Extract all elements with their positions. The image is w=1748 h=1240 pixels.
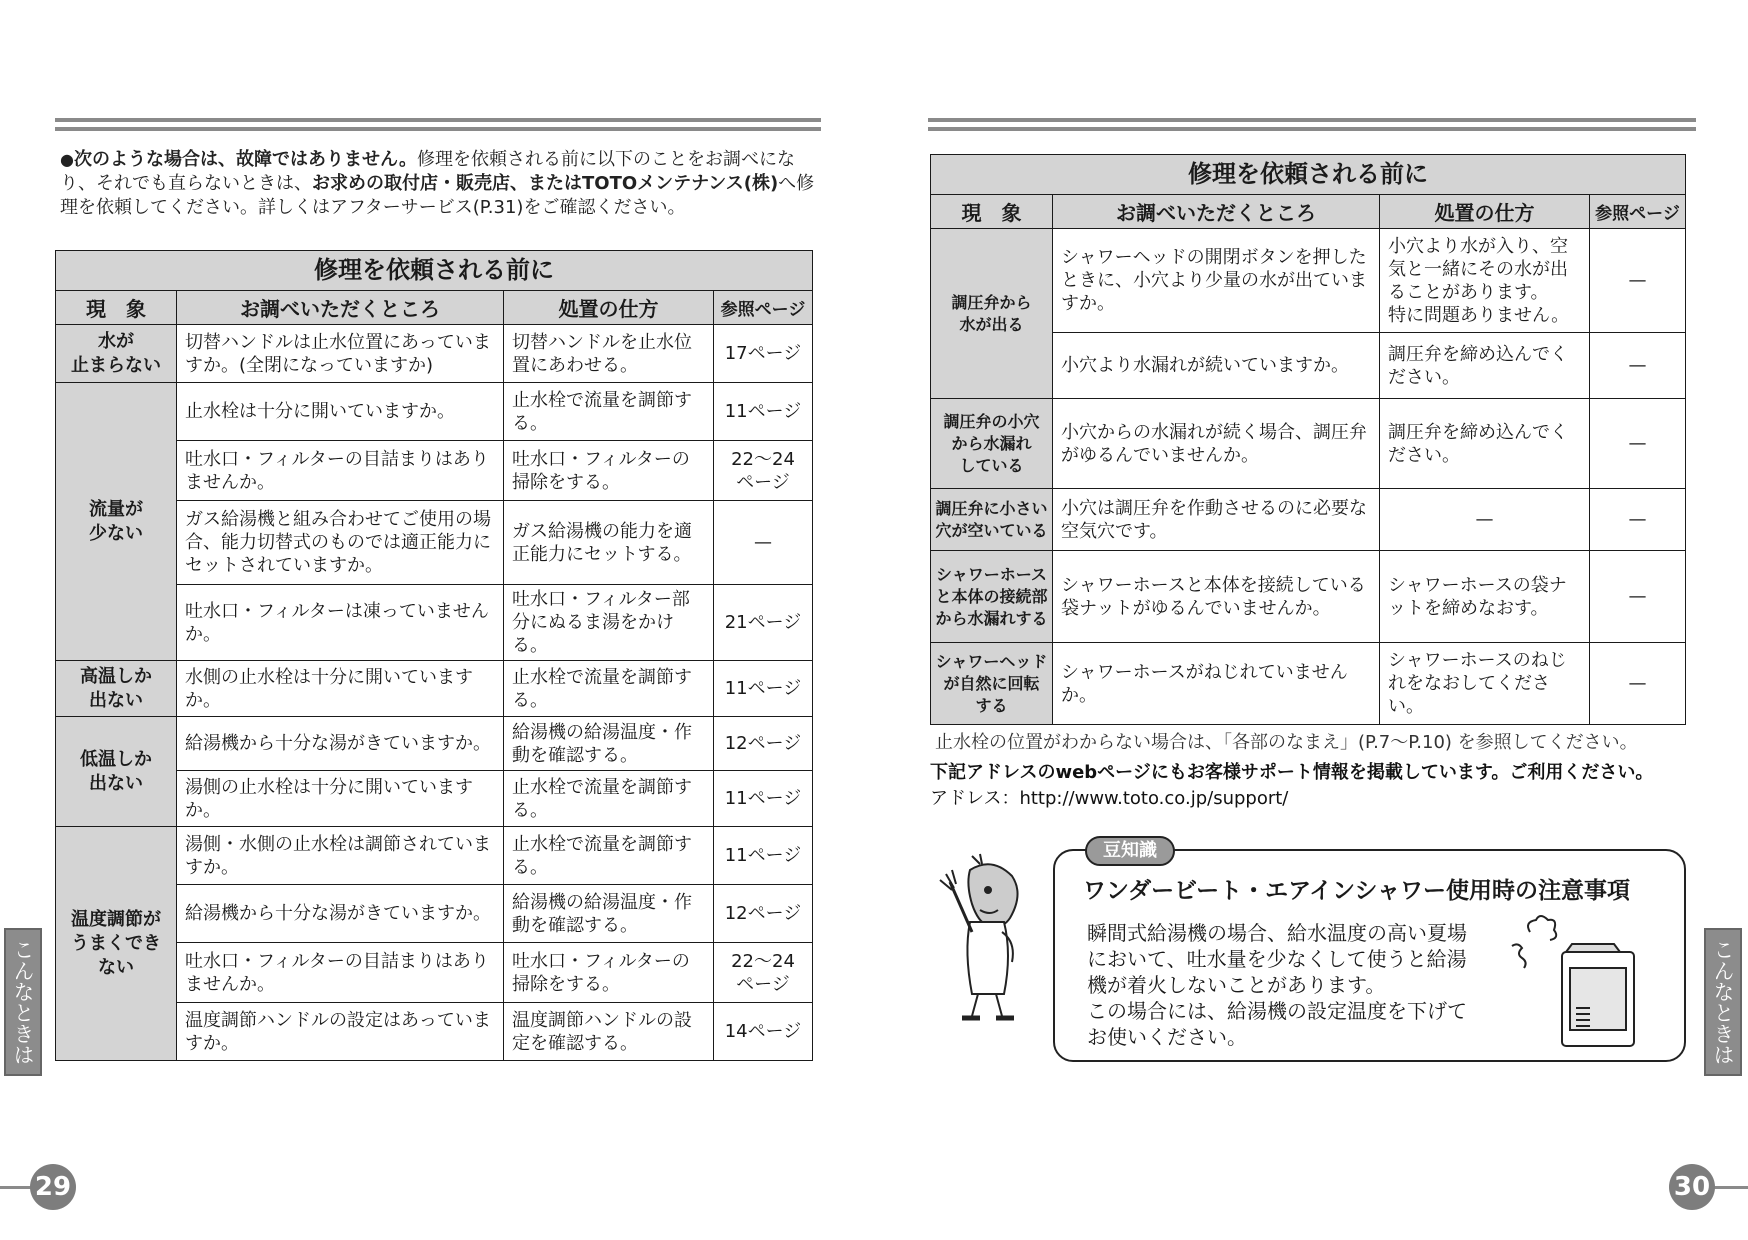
check-cell: 吐水口・フィルターは凍っていませんか。 xyxy=(177,585,504,661)
symptom-cell: 調圧弁から 水が出る xyxy=(931,229,1053,399)
ref-cell: — xyxy=(1590,399,1686,489)
ref-cell: — xyxy=(1590,551,1686,643)
ref-cell: 12ページ xyxy=(714,717,813,771)
symptom-cell: 低温しか 出ない xyxy=(56,717,177,827)
action-cell: 温度調節ハンドルの設定を確認する。 xyxy=(504,1003,714,1061)
bullet-icon: ● xyxy=(60,150,74,169)
table-row xyxy=(931,551,1686,643)
section-side-tab: こんなときは xyxy=(4,928,42,1076)
header-ref: 参照ページ xyxy=(714,291,813,325)
tip-body: 瞬間式給湯機の場合、給水温度の高い夏場において、吐水量を少なくして使うと給湯機が着火しないことがあります。 この場合には、給湯機の設定温度を下げてお使いください。 xyxy=(1087,921,1467,1049)
table-title: 修理を依頼される前に xyxy=(930,154,1686,194)
intro-text-2: へ修理を依頼してください。詳しくはアフターサービス(P.31)をご確認ください。 xyxy=(60,173,815,218)
table-header-row xyxy=(931,195,1686,229)
header-action: 処置の仕方 xyxy=(504,291,714,325)
action-cell: シャワーホースのねじれをなおしてください。 xyxy=(1380,643,1590,725)
ref-cell: 17ページ xyxy=(714,325,813,383)
symptom-cell: 調圧弁に小さい 穴が空いている xyxy=(931,489,1053,551)
intro-bold-1: 次のような場合は、故障ではありません。 xyxy=(73,149,418,170)
troubleshooting-table-left xyxy=(55,250,813,1061)
water-heater-illustration xyxy=(1500,912,1640,1052)
action-cell: 止水栓で流量を調節する。 xyxy=(504,771,714,827)
top-rule-right xyxy=(928,118,1696,134)
action-cell: シャワーホースの袋ナットを締めなおす。 xyxy=(1380,551,1590,643)
ref-cell: 14ページ xyxy=(714,1003,813,1061)
ref-cell: 11ページ xyxy=(714,771,813,827)
check-cell: 温度調節ハンドルの設定はあっていますか。 xyxy=(177,1003,504,1061)
tip-title: ワンダービート・エアインシャワー使用時の注意事項 xyxy=(1083,878,1631,904)
action-cell: 小穴より水が入り、空気と一緒にその水が出ることがあります。 特に問題ありません。 xyxy=(1380,229,1590,333)
check-cell: 小穴は調圧弁を作動させるのに必要な空気穴です。 xyxy=(1053,489,1380,551)
header-ref: 参照ページ xyxy=(1590,195,1686,229)
support-address-link[interactable]: アドレス：http://www.toto.co.jp/support/ xyxy=(930,788,1289,809)
support-text: 下記アドレスのwebページにもお客様サポート情報を掲載しています。ご利用ください。 xyxy=(930,762,1654,783)
check-cell: 水側の止水栓は十分に開いていますか。 xyxy=(177,661,504,717)
intro-bold-2: お求めの取付店・販売店、またはTOTOメンテナンス(株) xyxy=(312,173,779,194)
check-cell: 吐水口・フィルターの目詰まりはありませんか。 xyxy=(177,943,504,1003)
symptom-cell: シャワーホース と本体の接続部 から水漏れする xyxy=(931,551,1053,643)
header-check: お調べいただくところ xyxy=(1053,195,1380,229)
table-row xyxy=(931,399,1686,489)
table-row xyxy=(56,661,813,717)
page-number-line xyxy=(1714,1186,1748,1189)
intro-text-1: 修理を依頼される前に以下のことをお調べになり、それでも直らないときは、 xyxy=(60,149,796,194)
action-cell: 止水栓で流量を調節する。 xyxy=(504,383,714,441)
ref-cell: 21ページ xyxy=(714,585,813,661)
table-title: 修理を依頼される前に xyxy=(55,250,813,290)
table-row xyxy=(56,717,813,771)
page-number-line xyxy=(0,1186,34,1189)
table-header-row xyxy=(56,291,813,325)
ref-cell: 12ページ xyxy=(714,885,813,943)
check-cell: シャワーホースと本体を接続している袋ナットがゆるんでいませんか。 xyxy=(1053,551,1380,643)
symptom-cell: シャワーヘッド が自然に回転 する xyxy=(931,643,1053,725)
header-symptom: 現 象 xyxy=(56,291,177,325)
ref-cell: 22〜24 ページ xyxy=(714,441,813,501)
header-symptom: 現 象 xyxy=(931,195,1053,229)
scientist-illustration xyxy=(930,852,1040,1030)
ref-cell: — xyxy=(1590,229,1686,333)
action-cell: 吐水口・フィルターの掃除をする。 xyxy=(504,943,714,1003)
table-row xyxy=(931,229,1686,333)
ref-cell: — xyxy=(714,501,813,585)
ref-cell: 11ページ xyxy=(714,383,813,441)
check-cell: 止水栓は十分に開いていますか。 xyxy=(177,383,504,441)
check-cell: 給湯機から十分な湯がきていますか。 xyxy=(177,717,504,771)
action-cell: 吐水口・フィルター部分にぬるま湯をかける。 xyxy=(504,585,714,661)
symptom-cell: 水が 止まらない xyxy=(56,325,177,383)
ref-cell: — xyxy=(1590,333,1686,399)
action-cell: 止水栓で流量を調節する。 xyxy=(504,827,714,885)
table-row xyxy=(56,325,813,383)
action-cell: 調圧弁を締め込んでください。 xyxy=(1380,399,1590,489)
action-cell: 止水栓で流量を調節する。 xyxy=(504,661,714,717)
action-cell: 給湯機の給湯温度・作動を確認する。 xyxy=(504,717,714,771)
symptom-cell: 流量が 少ない xyxy=(56,383,177,661)
check-cell: 湯側の止水栓は十分に開いていますか。 xyxy=(177,771,504,827)
check-cell: 小穴からの水漏れが続く場合、調圧弁がゆるんでいませんか。 xyxy=(1053,399,1380,489)
symptom-cell: 温度調節が うまくでき ない xyxy=(56,827,177,1061)
page-number: 29 xyxy=(30,1164,76,1210)
action-cell: 吐水口・フィルターの掃除をする。 xyxy=(504,441,714,501)
check-cell: 切替ハンドルは止水位置にあっていますか。(全閉になっていますか) xyxy=(177,325,504,383)
check-cell: 給湯機から十分な湯がきていますか。 xyxy=(177,885,504,943)
table-row xyxy=(56,383,813,441)
ref-cell: — xyxy=(1590,643,1686,725)
check-cell: 湯側・水側の止水栓は調節されていますか。 xyxy=(177,827,504,885)
action-cell: ガス給湯機の能力を適正能力にセットする。 xyxy=(504,501,714,585)
action-cell: — xyxy=(1380,489,1590,551)
table-row xyxy=(931,643,1686,725)
header-action: 処置の仕方 xyxy=(1380,195,1590,229)
header-check: お調べいただくところ xyxy=(177,291,504,325)
ref-cell: — xyxy=(1590,489,1686,551)
action-cell: 給湯機の給湯温度・作動を確認する。 xyxy=(504,885,714,943)
symptom-cell: 調圧弁の小穴 から水漏れ している xyxy=(931,399,1053,489)
check-cell: ガス給湯機と組み合わせてご使用の場合、能力切替式のものでは適正能力にセットされていますか。 xyxy=(177,501,504,585)
tip-badge: 豆知識 xyxy=(1085,836,1175,866)
table-row xyxy=(56,827,813,885)
support-info xyxy=(930,760,1653,812)
top-rule-left xyxy=(55,118,821,134)
action-cell: 調圧弁を締め込んでください。 xyxy=(1380,333,1590,399)
action-cell: 切替ハンドルを止水位置にあわせる。 xyxy=(504,325,714,383)
table-row xyxy=(931,489,1686,551)
intro-note xyxy=(60,148,820,220)
page-number: 30 xyxy=(1669,1164,1715,1210)
check-cell: 吐水口・フィルターの目詰まりはありませんか。 xyxy=(177,441,504,501)
section-side-tab: こんなときは xyxy=(1704,928,1742,1076)
ref-cell: 11ページ xyxy=(714,827,813,885)
troubleshooting-table-right xyxy=(930,154,1686,725)
symptom-cell: 高温しか 出ない xyxy=(56,661,177,717)
check-cell: 小穴より水漏れが続いていますか。 xyxy=(1053,333,1380,399)
valve-location-note: 止水栓の位置がわからない場合は、「各部のなまえ」(P.7〜P.10) を参照してください。 xyxy=(935,732,1638,753)
check-cell: シャワーヘッドの開閉ボタンを押したときに、小穴より少量の水が出ていますか。 xyxy=(1053,229,1380,333)
ref-cell: 22〜24 ページ xyxy=(714,943,813,1003)
check-cell: シャワーホースがねじれていませんか。 xyxy=(1053,643,1380,725)
ref-cell: 11ページ xyxy=(714,661,813,717)
